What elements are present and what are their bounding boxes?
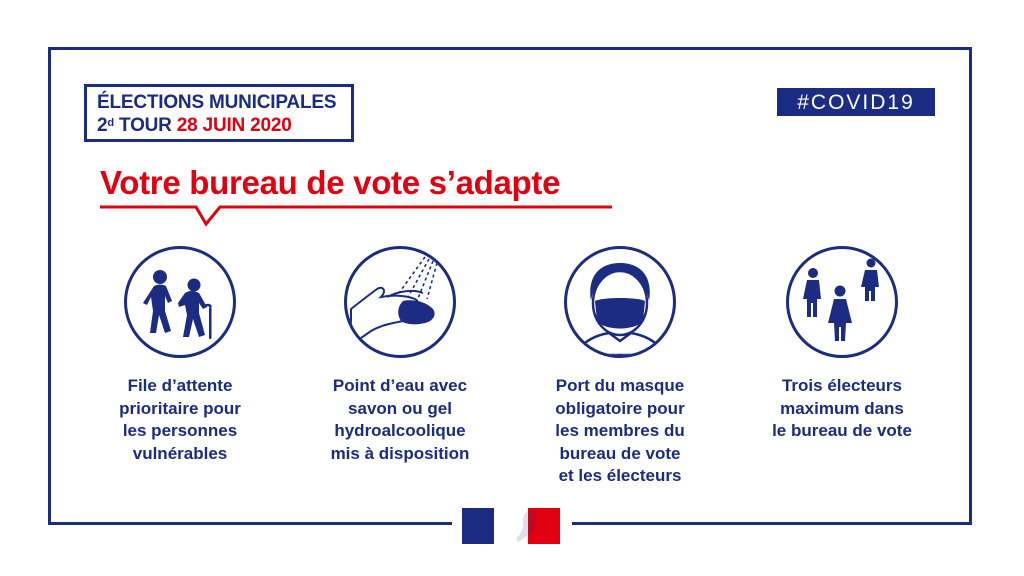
marianne-profile-icon	[514, 508, 548, 544]
measure-three-voters	[752, 246, 932, 443]
election-title: ÉLECTIONS MUNICIPALES	[97, 92, 337, 113]
measure-priority-queue	[90, 246, 270, 465]
icon-circle	[124, 246, 236, 358]
measure-hand-washing	[310, 246, 490, 465]
speech-bubble-underline	[100, 204, 620, 228]
round-number: 2	[97, 115, 108, 136]
icon-circle	[564, 246, 676, 358]
icon-circle	[344, 246, 456, 358]
round-superscript: d	[107, 117, 114, 129]
measure-mandatory-mask	[530, 246, 710, 488]
covid-hashtag-badge: #COVID19	[777, 88, 935, 116]
measure-caption: Point d’eau avec savon ou gel hydroalcoolique mis à disposition	[330, 376, 470, 463]
hand-washing-icon	[347, 249, 453, 355]
election-round	[97, 114, 343, 137]
measure-caption: Trois électeurs maximum dans le bureau de vote	[772, 376, 912, 440]
face-mask-icon	[567, 249, 673, 355]
election-info-box	[84, 84, 354, 142]
election-date: 28 JUIN 2020	[176, 115, 292, 136]
three-people-icon	[789, 249, 895, 355]
headline: Votre bureau de vote s’adapte	[100, 164, 561, 201]
measure-caption: File d’attente prioritaire pour les personnes vulnérables	[119, 376, 241, 463]
elderly-people-icon	[127, 249, 233, 355]
round-word: TOUR	[119, 115, 172, 136]
icon-circle	[786, 246, 898, 358]
measure-caption: Port du masque obligatoire pour les membres du bureau de vote et les électeurs	[555, 376, 685, 485]
marianne-logo	[462, 508, 560, 544]
